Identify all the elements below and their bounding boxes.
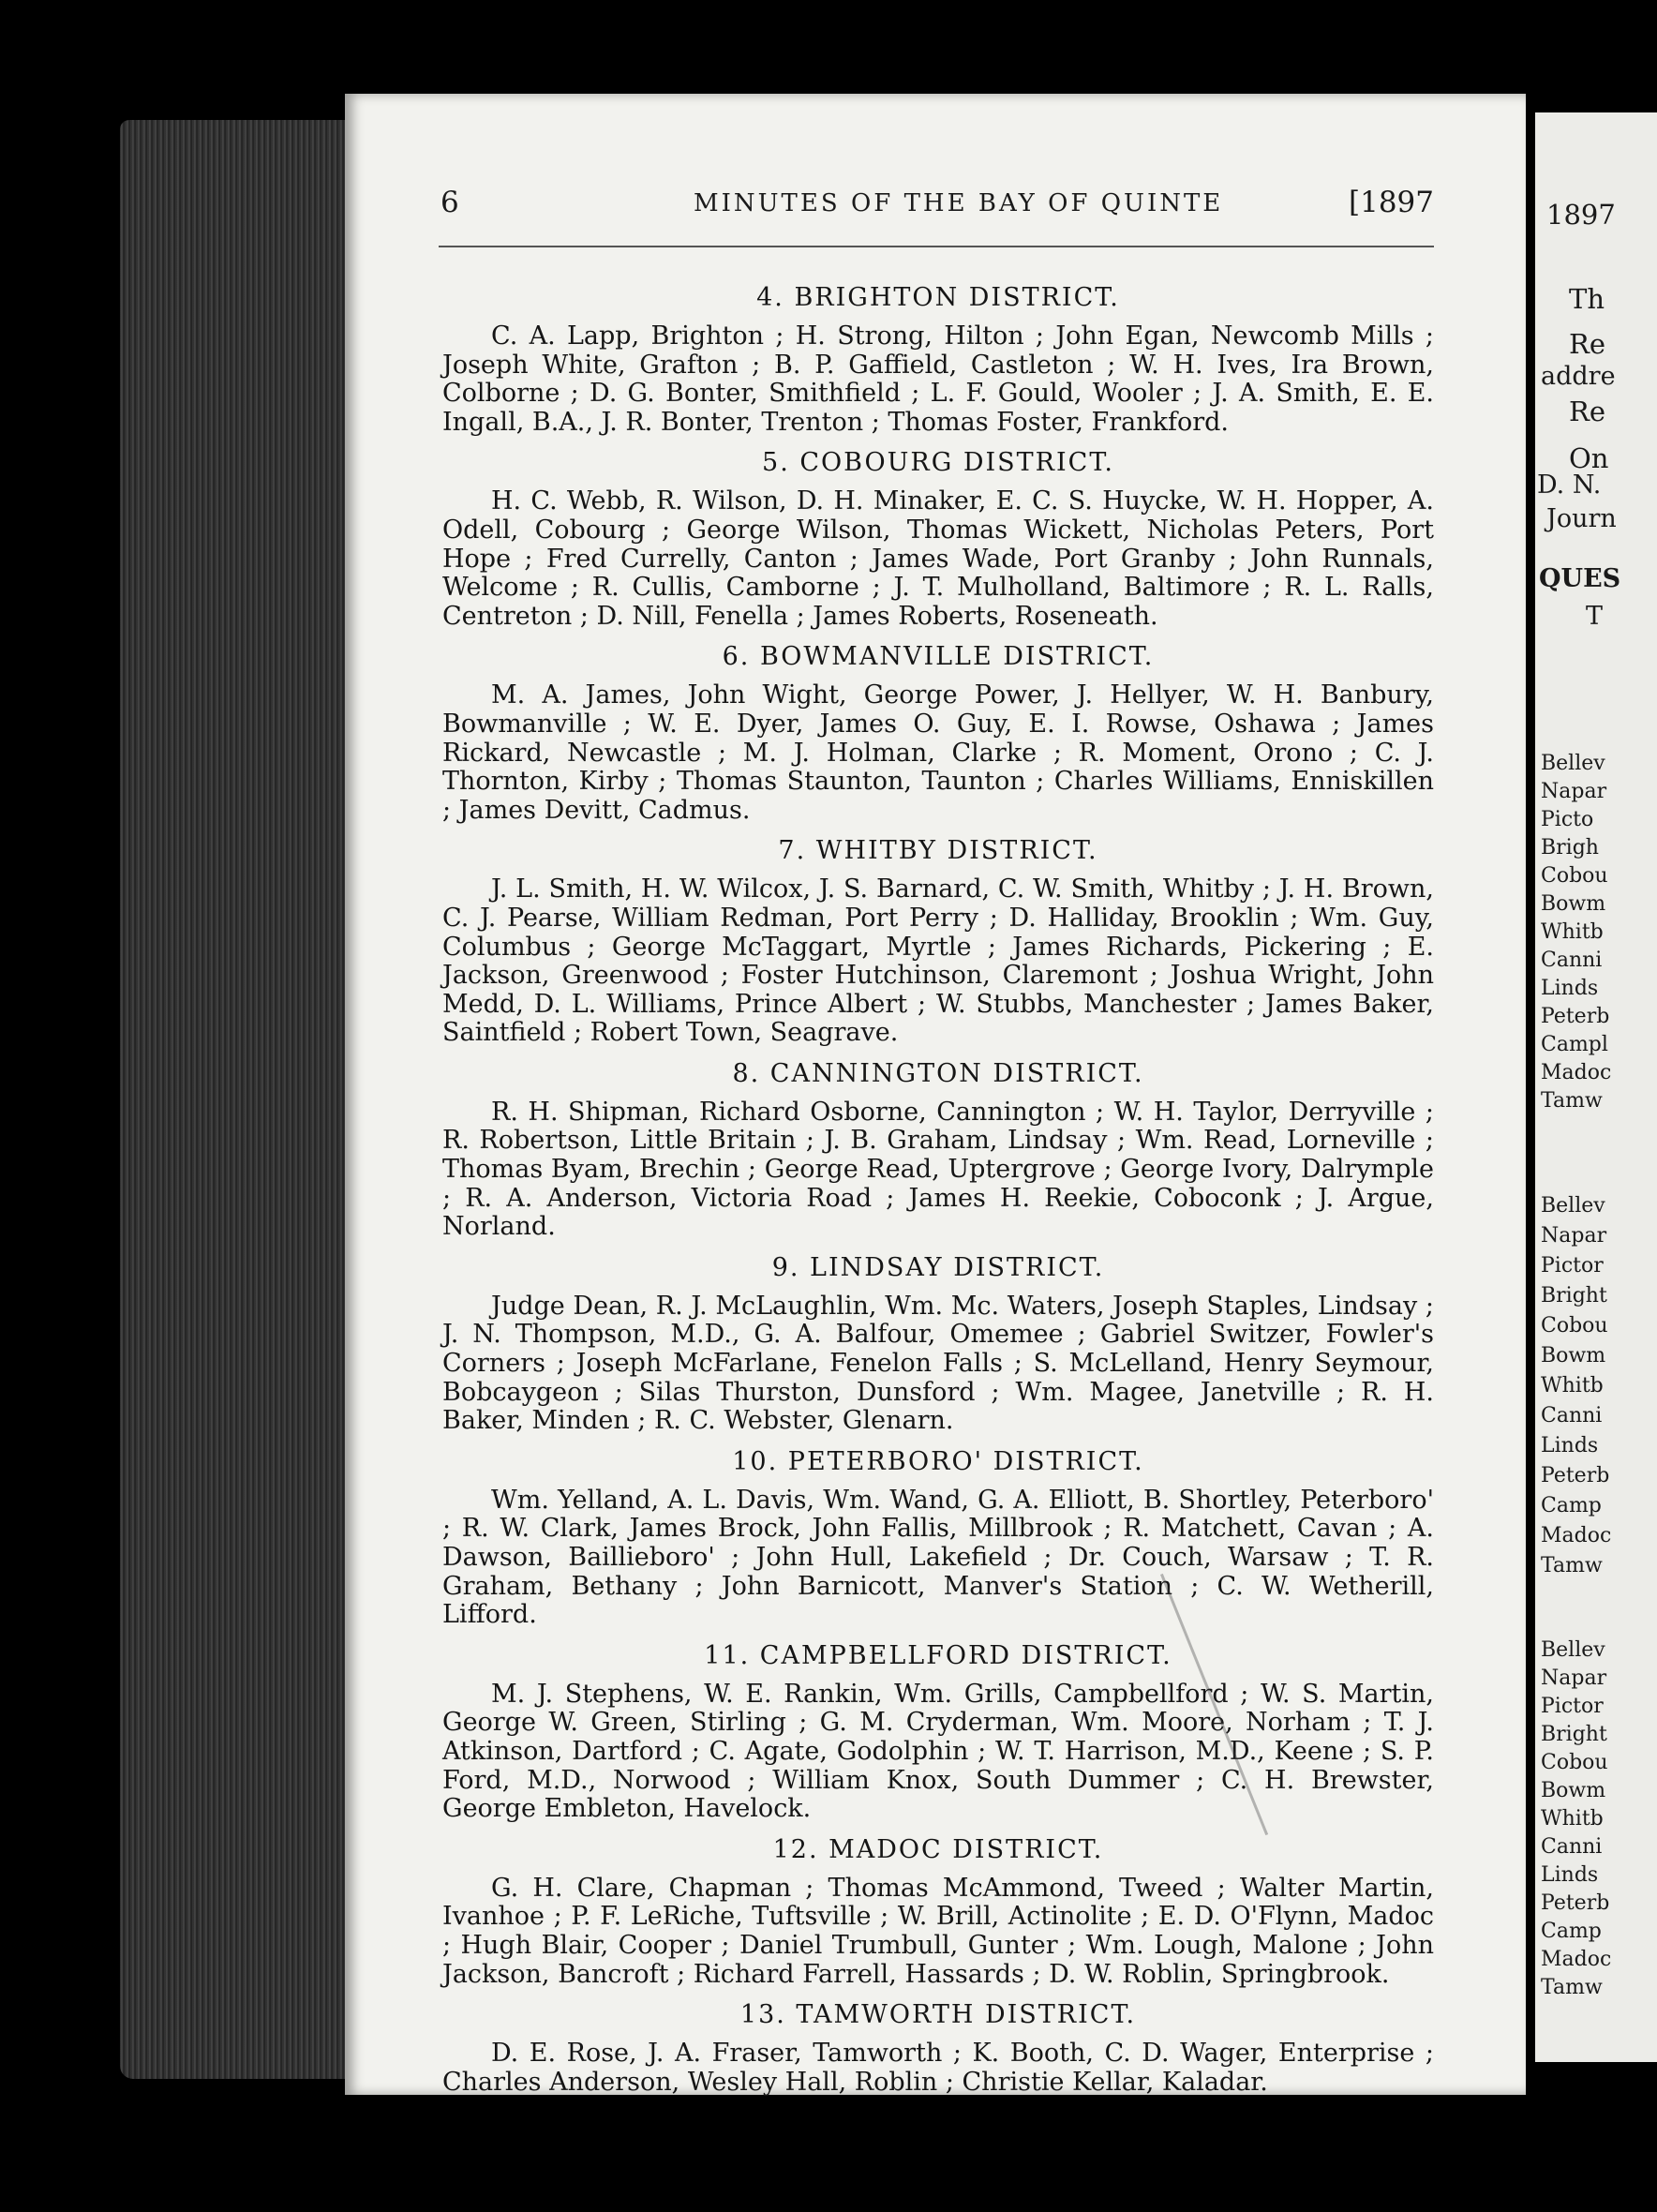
- district-section: [442, 1998, 1434, 2097]
- right-page-list-item: Whitb: [1541, 1807, 1604, 1831]
- district-list: [442, 272, 1434, 2097]
- district-section: [442, 1057, 1434, 1242]
- right-page-list-item: Pictor: [1541, 1254, 1604, 1278]
- right-page-list-item: Linds: [1541, 1434, 1599, 1457]
- district-section: [442, 281, 1434, 437]
- district-heading: 10. PETERBORO' DISTRICT.: [732, 1446, 1144, 1476]
- right-page-line: Th: [1569, 283, 1605, 315]
- running-head: [440, 186, 1434, 223]
- right-page-list-item: Napar: [1541, 1224, 1607, 1248]
- right-page-list-item: Madoc: [1541, 1061, 1612, 1084]
- district-heading: 6. BOWMANVILLE DISTRICT.: [722, 642, 1155, 672]
- district-heading: 4. BRIGHTON DISTRICT.: [756, 283, 1120, 312]
- right-page-list-item: Pictor: [1541, 1695, 1604, 1718]
- right-page-list-item: Bright: [1541, 1723, 1607, 1746]
- right-page-list-item: Bellev: [1541, 752, 1605, 775]
- right-page-list-item: Madoc: [1541, 1948, 1612, 1971]
- right-page-list-item: Cobou: [1541, 864, 1608, 888]
- district-section: [442, 446, 1434, 631]
- right-page-list-item: Bowm: [1541, 1779, 1606, 1802]
- district-section: [442, 1445, 1434, 1630]
- right-page-list-item: Linds: [1541, 1863, 1599, 1887]
- right-page-line: Re: [1569, 396, 1605, 427]
- district-section: [442, 640, 1434, 825]
- right-page-list-item: Bowm: [1541, 892, 1606, 916]
- right-page-list-item: Bright: [1541, 1284, 1607, 1308]
- district-section: [442, 1639, 1434, 1824]
- right-page-list-item: Brigh: [1541, 836, 1599, 859]
- right-page-fragment: [1535, 112, 1657, 2062]
- district-section: [442, 834, 1434, 1048]
- district-entries: H. C. Webb, R. Wilson, D. H. Minaker, E. C. S. Huycke, W. H. Hopper, A. Odell, Cobourg ; George Wilson, Thomas Wickett, Nicholas Peters, Port Hope ; Fred Currelly, Canton ; James Wade, Port Granby ; John Runnals, Welcome ; R. Cullis, Camborne ; J. T. Mulholland, Baltimore ; R. L. Ralls, Centreton ; D. Nill, Fenella ; James Roberts, Roseneath.: [442, 486, 1434, 631]
- right-page-list-item: Camp: [1541, 1494, 1602, 1517]
- district-entries: M. J. Stephens, W. E. Rankin, Wm. Grills, Campbellford ; W. S. Martin, George W. Green, Stirling ; G. M. Cryderman, Wm. Moore, Norham ; T. J. Atkinson, Dartford ; C. Agate, Godolphin ; W. T. Harrison, M.D., Keene ; S. P. Ford, M.D., Norwood ; William Knox, South Dummer ; C. H. Brewster, George Embleton, Havelock.: [442, 1679, 1434, 1824]
- right-page-list-item: Bellev: [1541, 1194, 1605, 1218]
- right-page-list-item: Whitb: [1541, 920, 1604, 944]
- right-page-list-item: Tamw: [1541, 1089, 1603, 1113]
- district-entries: Judge Dean, R. J. McLaughlin, Wm. Mc. Waters, Joseph Staples, Lindsay ; J. N. Thompson, M.D., G. A. Balfour, Omemee ; Gabriel Switzer, Fowler's Corners ; Joseph McFarlane, Fenelon Falls ; S. McLelland, Henry Seymour, Bobcaygeon ; Silas Thurston, Dunsford ; Wm. Magee, Janetville ; R. H. Baker, Minden ; R. C. Webster, Glenarn.: [442, 1291, 1434, 1436]
- district-heading: 5. COBOURG DISTRICT.: [762, 448, 1114, 478]
- district-heading: 12. MADOC DISTRICT.: [772, 1834, 1104, 1864]
- district-heading: 13. TAMWORTH DISTRICT.: [739, 2000, 1137, 2030]
- district-entries: R. H. Shipman, Richard Osborne, Cannington ; W. H. Taylor, Derryville ; R. Robertson, Little Britain ; J. B. Graham, Lindsay ; Wm. Read, Lorneville ; Thomas Byam, Brechin ; George Read, Uptergrove ; George Ivory, Dalrymple ; R. A. Anderson, Victoria Road ; James H. Reekie, Coboconk ; J. Argue, Norland.: [442, 1097, 1434, 1242]
- right-page-list-item: Madoc: [1541, 1524, 1612, 1547]
- right-page-list-item: Napar: [1541, 780, 1607, 803]
- right-page-year: 1897: [1546, 199, 1616, 231]
- right-page-line: D. N.: [1537, 471, 1602, 500]
- right-page-list-item: Peterb: [1541, 1464, 1610, 1487]
- running-year: [1897: [1349, 186, 1434, 219]
- district-section: [442, 1833, 1434, 1989]
- right-page-line: On: [1569, 442, 1609, 474]
- right-page-list-item: Tamw: [1541, 1976, 1603, 1999]
- right-page-list-item: Canni: [1541, 949, 1603, 972]
- right-page-list-item: Campl: [1541, 1033, 1608, 1056]
- district-heading: 8. CANNINGTON DISTRICT.: [732, 1058, 1144, 1088]
- right-page-list-item: Picto: [1541, 808, 1594, 831]
- district-section: [442, 1251, 1434, 1436]
- district-heading: 11. CAMPBELLFORD DISTRICT.: [704, 1640, 1172, 1670]
- right-page-line: Journ: [1546, 504, 1617, 533]
- district-entries: D. E. Rose, J. A. Fraser, Tamworth ; K. Booth, C. D. Wager, Enterprise ; Charles Anderson, Wesley Hall, Roblin ; Christie Kellar, Kaladar.: [442, 2039, 1434, 2097]
- right-page-list-item: Canni: [1541, 1835, 1603, 1859]
- district-entries: J. L. Smith, H. W. Wilcox, J. S. Barnard, C. W. Smith, Whitby ; J. H. Brown, C. J. Pearse, William Redman, Port Perry ; D. Halliday, Brooklin ; Wm. Guy, Columbus ; George McTaggart, Myrtle ; James Richards, Pickering ; E. Jackson, Greenwood ; Foster Hutchinson, Claremont ; Joshua Wright, John Medd, D. L. Williams, Prince Albert ; W. Stubbs, Manchester ; James Baker, Saintfield ; Robert Town, Seagrave.: [442, 874, 1434, 1048]
- right-page-list-item: Tamw: [1541, 1554, 1603, 1577]
- district-entries: C. A. Lapp, Brighton ; H. Strong, Hilton ; John Egan, Newcomb Mills ; Joseph White, Grafton ; B. P. Gaffield, Castleton ; W. H. Ives, Ira Brown, Colborne ; D. G. Bonter, Smithfield ; L. F. Gould, Wooler ; J. A. Smith, E. E. Ingall, B.A., J. R. Bonter, Trenton ; Thomas Foster, Frankford.: [442, 321, 1434, 437]
- district-entries: Wm. Yelland, A. L. Davis, Wm. Wand, G. A. Elliott, B. Shortley, Peterboro' ; R. W. Clark, James Brock, John Fallis, Millbrook ; R. Matchett, Cavan ; A. Dawson, Baillieboro' ; John Hull, Lakefield ; Dr. Couch, Warsaw ; T. R. Graham, Bethany ; John Barnicott, Manver's Station ; C. W. Wetherill, Lifford.: [442, 1485, 1434, 1630]
- right-page-list-item: Bowm: [1541, 1344, 1606, 1368]
- right-page-list-item: Peterb: [1541, 1891, 1610, 1915]
- right-page-line: Re: [1569, 328, 1605, 360]
- book-page-edges: [120, 120, 345, 2079]
- right-page-list-item: Canni: [1541, 1404, 1603, 1427]
- right-page-list-item: Napar: [1541, 1666, 1607, 1690]
- right-page-line: addre: [1541, 362, 1616, 391]
- right-page-subheading: T: [1586, 602, 1604, 631]
- right-page-list-item: Cobou: [1541, 1314, 1608, 1338]
- right-page-list-item: Camp: [1541, 1920, 1602, 1943]
- right-page-list-item: Linds: [1541, 977, 1599, 1000]
- right-page-list-item: Bellev: [1541, 1638, 1605, 1662]
- right-page-list-item: Peterb: [1541, 1005, 1610, 1028]
- page-number: 6: [440, 186, 459, 219]
- district-heading: 7. WHITBY DISTRICT.: [778, 836, 1098, 866]
- running-title: MINUTES OF THE BAY OF QUINTE: [694, 189, 1224, 217]
- header-rule: [439, 246, 1434, 247]
- district-heading: 9. LINDSAY DISTRICT.: [771, 1252, 1105, 1282]
- right-page-heading: QUES: [1539, 564, 1621, 593]
- district-entries: M. A. James, John Wight, George Power, J. Hellyer, W. H. Banbury, Bowmanville ; W. E. Dyer, James O. Guy, E. I. Rowse, Oshawa ; James Rickard, Newcastle ; M. J. Holman, Clarke ; R. Moment, Orono ; C. J. Thornton, Kirby ; Thomas Staunton, Taunton ; Charles Williams, Enniskillen ; James Devitt, Cadmus.: [442, 680, 1434, 825]
- right-page-list-item: Cobou: [1541, 1751, 1608, 1774]
- right-page-list-item: Whitb: [1541, 1374, 1604, 1397]
- district-entries: G. H. Clare, Chapman ; Thomas McAmmond, Tweed ; Walter Martin, Ivanhoe ; P. F. LeRiche, Tuftsville ; W. Brill, Actinolite ; E. D. O'Flynn, Madoc ; Hugh Blair, Cooper ; Daniel Trumbull, Gunter ; Wm. Lough, Malone ; John Jackson, Bancroft ; Richard Farrell, Hassards ; D. W. Roblin, Springbrook.: [442, 1873, 1434, 1989]
